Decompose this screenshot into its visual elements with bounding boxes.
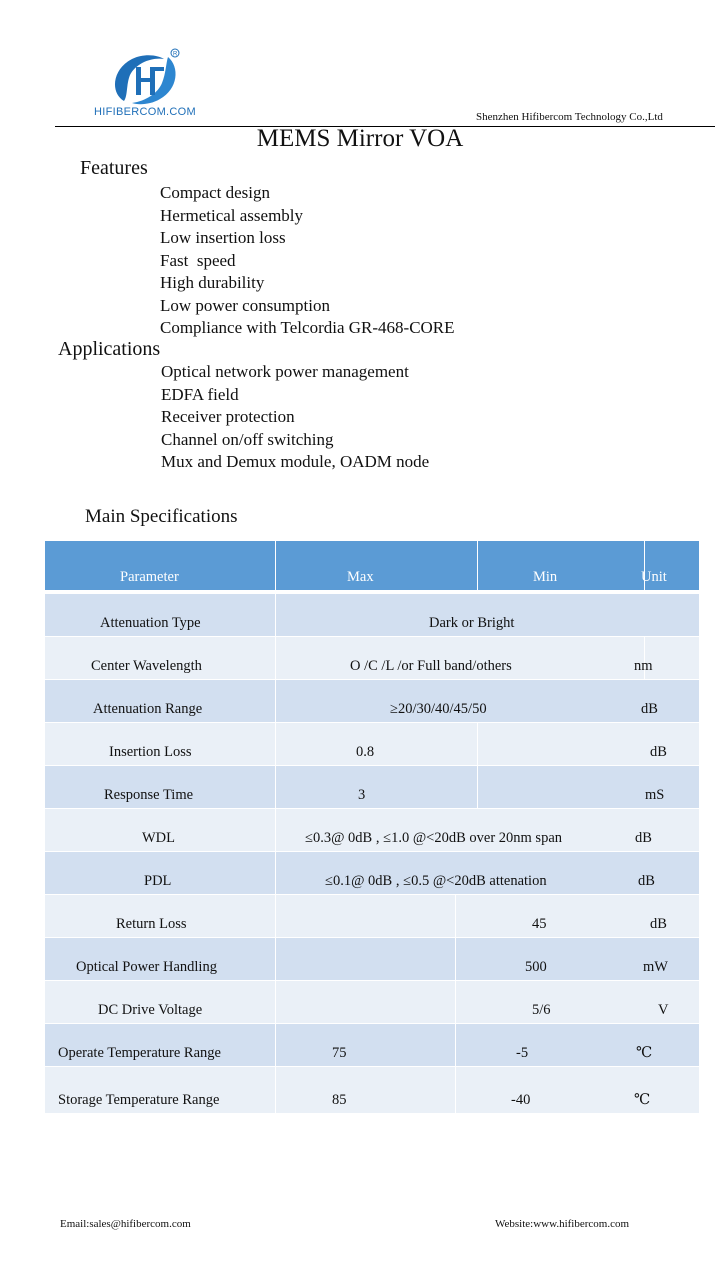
min-cell: 500 — [525, 959, 547, 975]
header-parameter: Parameter — [120, 569, 179, 585]
footer-email: Email:sales@hifibercom.com — [60, 1218, 191, 1230]
min-cell: -5 — [516, 1045, 529, 1061]
page-title: MEMS Mirror VOA — [256, 125, 464, 152]
table-row — [45, 852, 699, 894]
param-cell: DC Drive Voltage — [98, 1002, 203, 1018]
value-cell: Dark or Bright — [429, 615, 515, 631]
unit-cell: dB — [650, 916, 667, 932]
value-cell: ≤0.1@ 0dB , ≤0.5 @<20dB attenation — [325, 873, 547, 889]
unit-cell: V — [658, 1002, 669, 1018]
list-item: Compliance with Telcordia GR-468-CORE — [160, 318, 455, 337]
unit-cell: ℃ — [636, 1045, 653, 1061]
max-cell: 0.8 — [356, 744, 375, 760]
list-item: Fast speed — [160, 250, 236, 270]
list-item: Low insertion loss — [160, 228, 286, 247]
param-cell: PDL — [144, 873, 172, 889]
list-item: Optical network power management — [161, 362, 409, 381]
unit-cell: dB — [650, 744, 667, 760]
value-cell: ≤0.3@ 0dB , ≤1.0 @<20dB over 20nm span — [305, 830, 563, 846]
list-item: Receiver protection — [161, 407, 295, 426]
features-heading: Features — [80, 157, 148, 179]
unit-cell: dB — [641, 701, 658, 717]
list-item: Channel on/off switching — [161, 429, 334, 449]
company-name: Shenzhen Hifibercom Technology Co.,Ltd — [476, 111, 663, 123]
table-row — [45, 594, 699, 636]
table-row — [45, 809, 699, 851]
unit-cell: dB — [638, 873, 655, 889]
value-cell: O /C /L /or Full band/others — [350, 658, 512, 674]
table-row — [45, 680, 699, 722]
logo-text: HIFIBERCOM.COM — [94, 106, 196, 118]
svg-text:R: R — [173, 51, 178, 58]
table-row — [45, 723, 699, 765]
param-cell: Operate Temperature Range — [58, 1045, 221, 1061]
header-min: Min — [533, 569, 558, 585]
max-cell: 85 — [332, 1092, 347, 1108]
list-item: Compact design — [160, 183, 271, 202]
table-row — [45, 1024, 699, 1066]
table-row — [45, 938, 699, 980]
param-cell: WDL — [142, 830, 176, 846]
list-item: High durability — [160, 273, 265, 292]
specs-heading: Main Specifications — [85, 506, 238, 527]
param-cell: Attenuation Range — [93, 701, 203, 717]
value-cell: ≥20/30/40/45/50 — [390, 701, 487, 717]
param-cell: Response Time — [104, 787, 194, 803]
features-list — [160, 182, 455, 340]
param-cell: Optical Power Handling — [76, 959, 217, 975]
list-item: Low power consumption — [160, 295, 330, 315]
table-header-row — [45, 541, 699, 590]
param-cell: Insertion Loss — [109, 744, 192, 760]
table-row — [45, 766, 699, 808]
max-cell: 75 — [332, 1045, 347, 1061]
min-cell: 5/6 — [532, 1002, 551, 1018]
footer-website: Website:www.hifibercom.com — [495, 1218, 630, 1230]
param-cell: Return Loss — [116, 916, 187, 932]
table-row — [45, 981, 699, 1023]
unit-cell: dB — [635, 830, 652, 846]
list-item: Mux and Demux module, OADM node — [161, 452, 430, 471]
table-row — [45, 1067, 699, 1113]
spec-table — [45, 541, 699, 1113]
list-item: Hermetical assembly — [160, 205, 304, 225]
min-cell: -40 — [511, 1092, 531, 1108]
max-cell: 3 — [358, 787, 366, 803]
param-cell: Storage Temperature Range — [58, 1092, 220, 1108]
unit-cell: nm — [634, 658, 653, 674]
unit-cell: mW — [643, 959, 668, 975]
unit-cell: mS — [645, 787, 665, 803]
applications-list — [161, 361, 429, 474]
list-item: EDFA field — [161, 384, 239, 404]
min-cell: 45 — [532, 916, 547, 932]
header-unit: Unit — [641, 569, 667, 585]
header-max: Max — [347, 569, 374, 585]
table-row — [45, 637, 699, 679]
applications-heading: Applications — [58, 338, 161, 360]
unit-cell: ℃ — [634, 1092, 651, 1108]
param-cell: Attenuation Type — [100, 615, 201, 631]
param-cell: Center Wavelength — [91, 658, 202, 674]
table-row — [45, 895, 699, 937]
